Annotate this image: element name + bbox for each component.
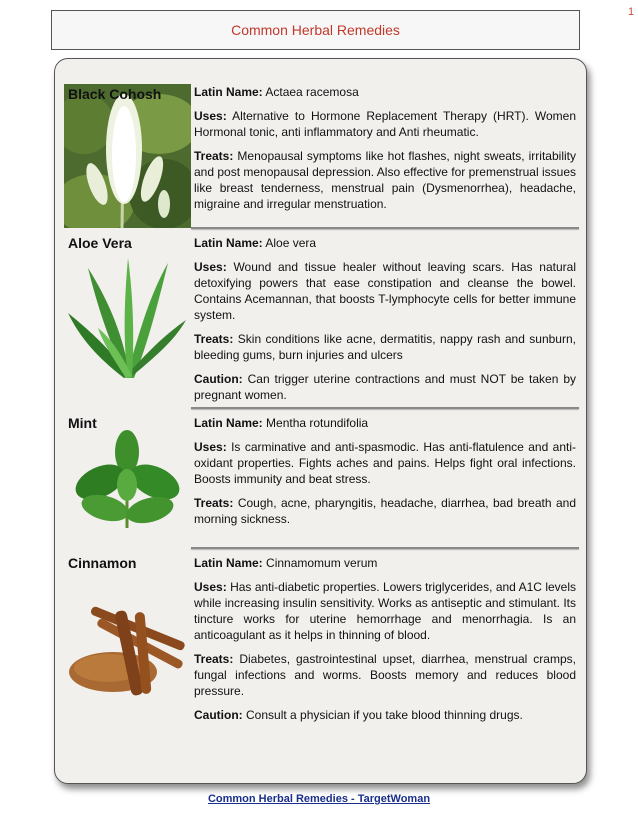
separator [191,227,579,229]
herb-name-black-cohosh: Black Cohosh [68,86,162,102]
aloe-vera-image [68,258,186,380]
treats-text: Skin conditions like acne, dermatitis, nappy rash and sunburn, bleeding gums, burn injuries and ulcers [194,332,576,362]
latin-label: Latin Name: [194,556,263,570]
latin-name: Mentha rotundifolia [266,416,369,430]
mint-image [70,430,185,528]
herb-info-aloe-vera [194,235,576,411]
page-number: 1 [628,6,635,18]
treats-text: Cough, acne, pharyngitis, headache, diarrhea, bad breath and morning sickness. [194,496,576,526]
uses-label: Uses: [194,440,227,454]
uses-label: Uses: [194,580,227,594]
treats-label: Treats: [194,496,234,510]
uses-text: Alternative to Hormone Replacement Therapy (HRT). Women Hormonal tonic, anti inflammatory and Anti rheumatic. [194,109,577,139]
footer-link[interactable]: Common Herbal Remedies - TargetWoman [207,793,431,805]
separator [191,407,579,409]
caution-label: Caution: [194,372,243,386]
uses-label: Uses: [194,260,227,274]
header-box [51,10,580,50]
herb-info-cinnamon [194,555,576,731]
treats-label: Treats: [194,332,234,346]
black-cohosh-image [64,84,191,228]
caution-text: Consult a physician if you take blood thinning drugs. [246,708,523,722]
page-title: Common Herbal Remedies [231,22,400,38]
latin-label: Latin Name: [194,416,263,430]
uses-text: Wound and tissue healer without leaving scars. Has natural detoxifying powers that ease constipation and cleanse the bowel. Contains Acemannan, that boosts T-lymphocyte cells for better immune system. [194,260,576,322]
herb-info-mint [194,415,576,535]
treats-text: Diabetes, gastrointestinal upset, diarrhea, menstrual cramps, fungal infections and worms. Boosts memory and reduces blood pressure. [194,652,576,698]
herb-name-aloe-vera: Aloe Vera [68,235,132,251]
treats-label: Treats: [194,652,234,666]
latin-label: Latin Name: [194,85,263,99]
herb-info-black-cohosh [194,84,576,220]
latin-label: Latin Name: [194,236,263,250]
caution-text: Can trigger uterine contractions and must NOT be taken by pregnant women. [194,372,576,402]
latin-name: Actaea racemosa [265,85,359,99]
uses-text: Has anti-diabetic properties. Lowers triglycerides, and A1C levels while increasing insulin sensitivity. Works as antiseptic and stimulant. Its tincture works for uterine hemorrhage and menorrhagia. Is an anticoagulant as it helps in thinning of blood. [194,580,577,642]
treats-text: Menopausal symptoms like hot flashes, night sweats, irritability and post menopausal depression. Also effective for premenstrual issues like breast tenderness, menstrual pain (Dysmenorrhea), headache, migraine and irregular menstruation. [194,149,576,211]
cinnamon-image [68,600,190,696]
herb-name-cinnamon: Cinnamon [68,555,137,571]
uses-label: Uses: [194,109,227,123]
treats-label: Treats: [194,149,234,163]
herb-name-mint: Mint [68,415,97,431]
latin-name: Aloe vera [265,236,317,250]
latin-name: Cinnamomum verum [266,556,378,570]
caution-label: Caution: [194,708,243,722]
separator [191,547,579,549]
uses-text: Is carminative and anti-spasmodic. Has anti-flatulence and anti-oxidant properties. Fights aches and pains. Helps fight oral infections. Boosts immunity and beat stress. [194,440,577,486]
